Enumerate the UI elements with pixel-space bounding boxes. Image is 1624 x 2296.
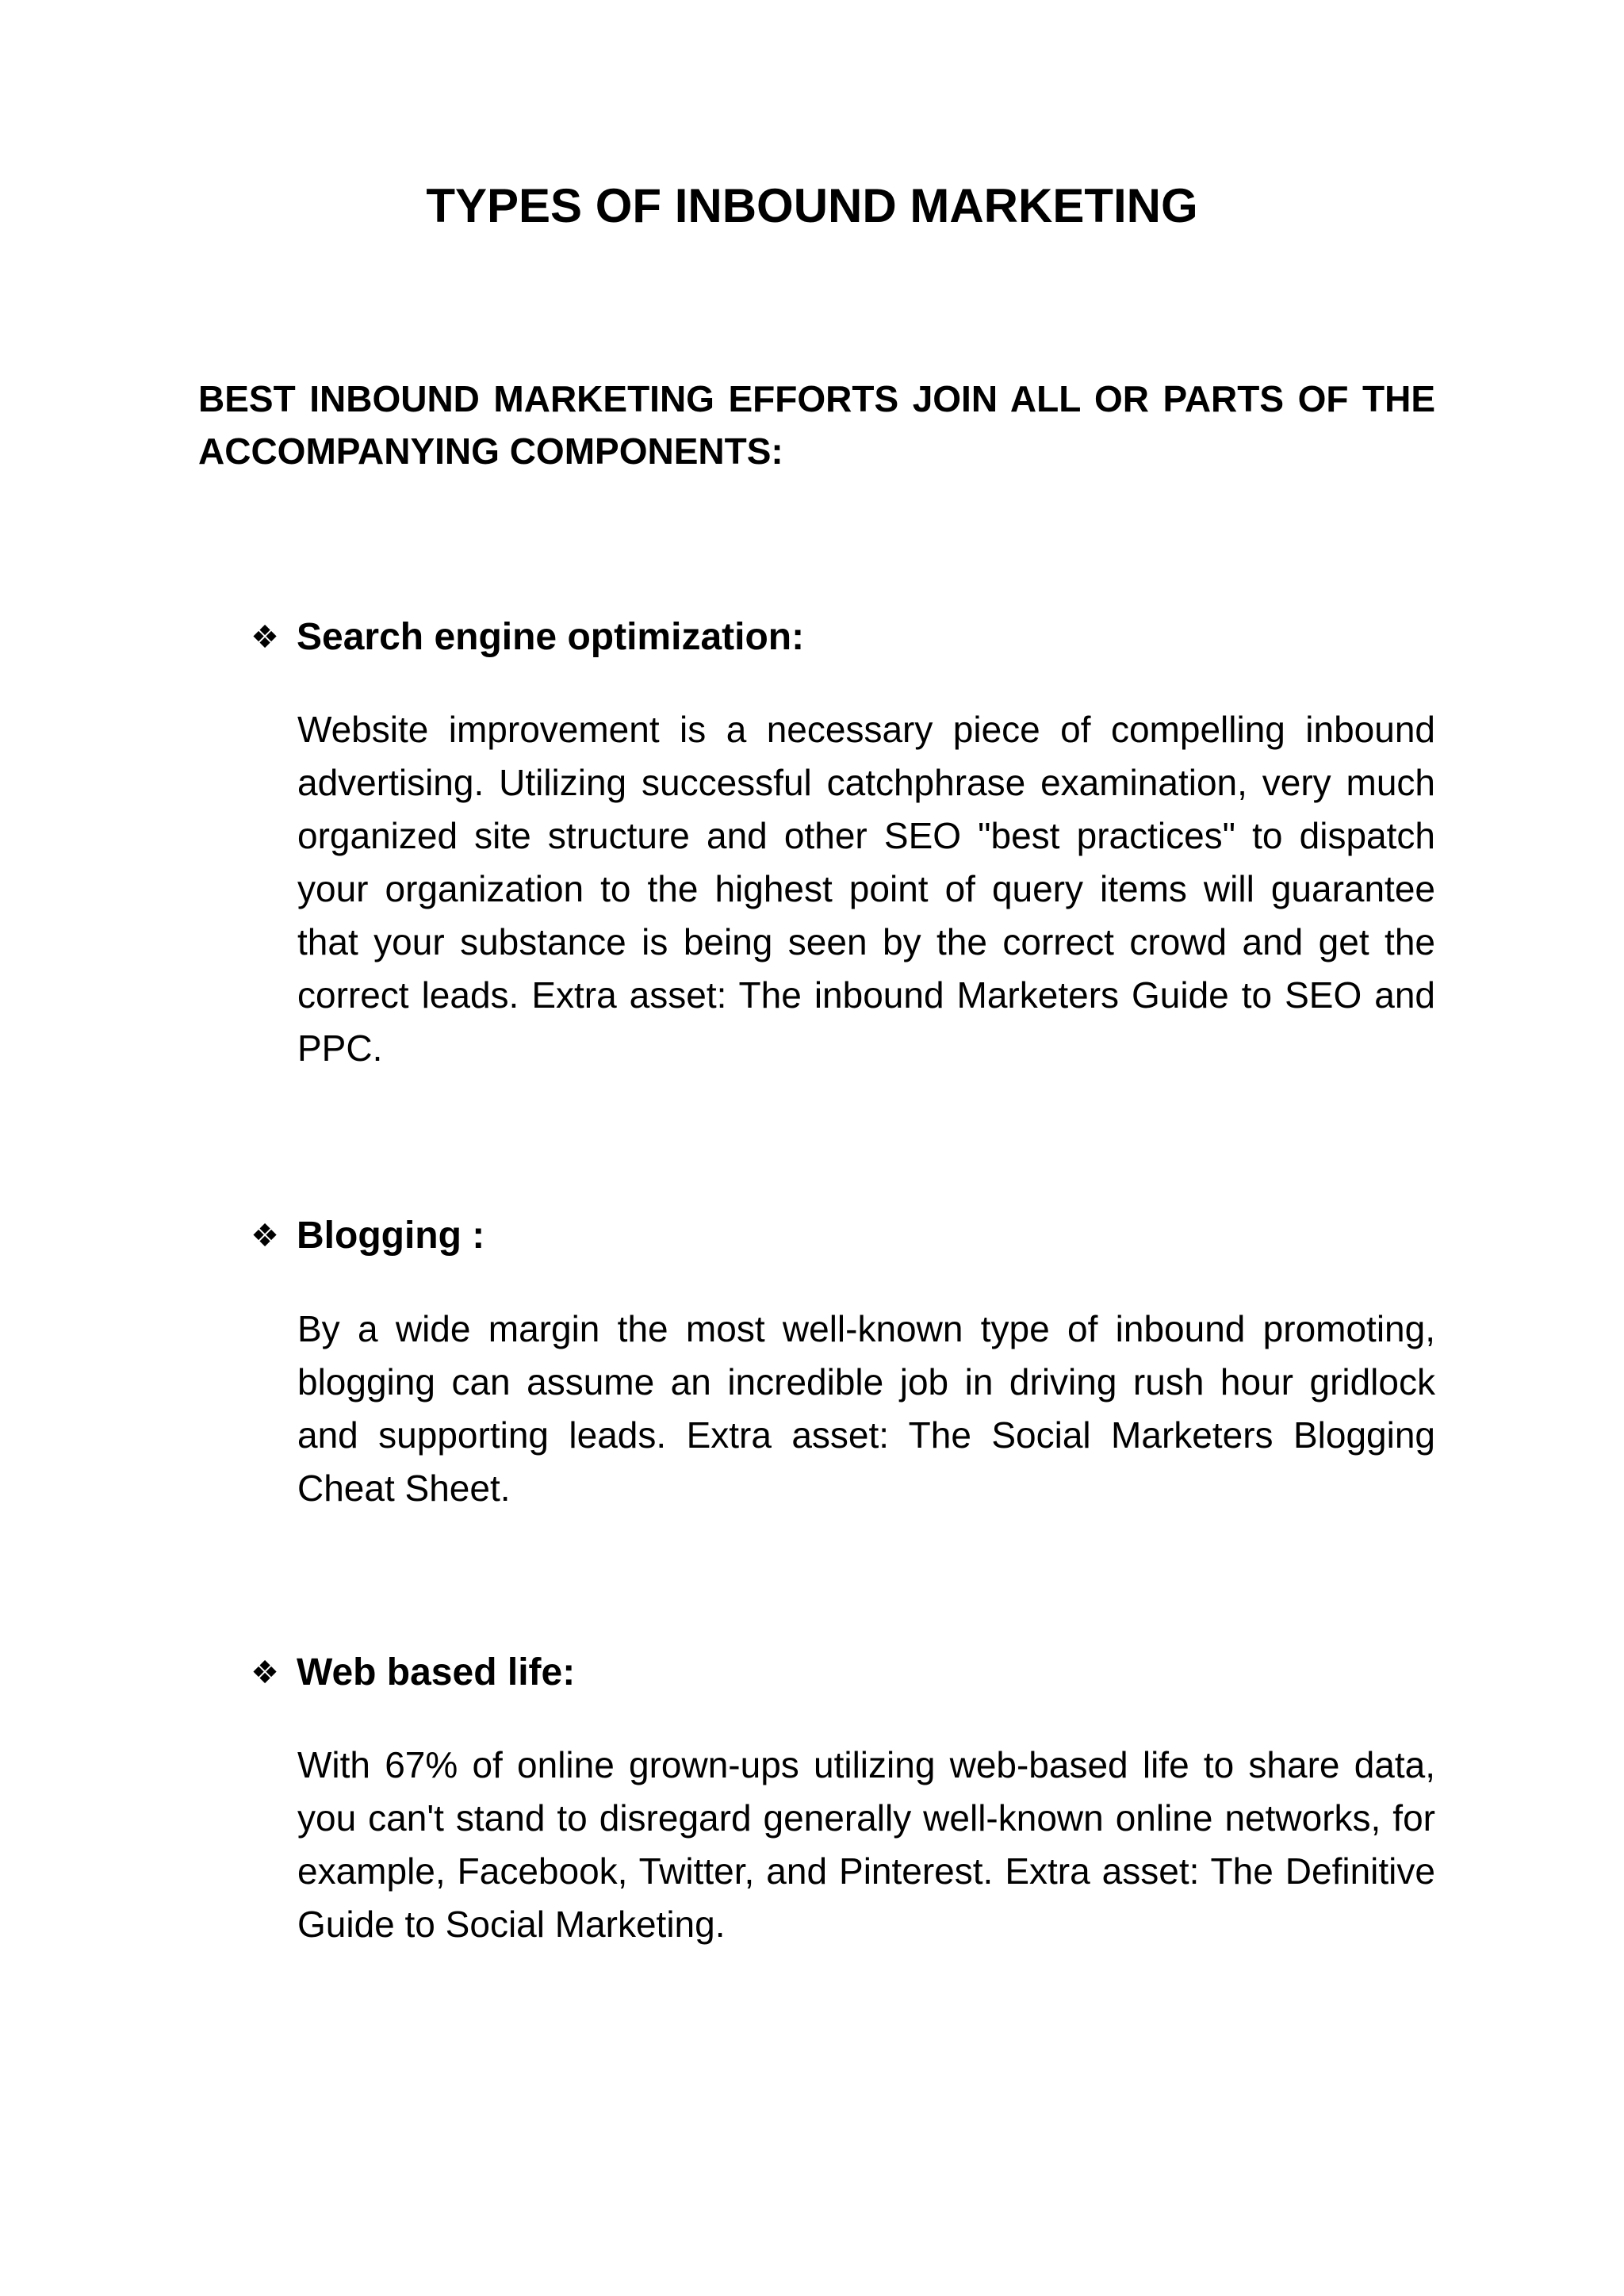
section-heading-label: Web based life: xyxy=(297,1651,576,1693)
diamond-bullet-icon: ❖ xyxy=(251,620,279,655)
intro-heading: BEST INBOUND MARKETING EFFORTS JOIN ALL OR PARTS OF THE ACCOMPANYING COMPONENTS: xyxy=(198,378,1435,472)
section-heading-social xyxy=(246,1647,1435,1698)
section-heading-label: Search engine optimization: xyxy=(297,616,805,658)
section-body-social: With 67% of online grown-ups utilizing web-based life to share data, you can't stand to disregard generally well-known online networks, for example, Facebook, Twitter, and Pinterest. Extra asset: The Definitive Guide to Social Marketing. xyxy=(297,1744,1435,1945)
page-title: TYPES OF INBOUND MARKETING xyxy=(426,179,1198,232)
section-heading-label: Blogging : xyxy=(297,1215,485,1257)
section-body-seo: Website improvement is a necessary piece of compelling inbound advertising. Utilizing successful catchphrase examination, very much organized site structure and other SEO "best practices" to dispatch your organization to the highest point of query items will guarantee that your substance is being seen by the correct crowd and get the correct leads. Extra asset: The inbound Marketers Guide to SEO and PPC. xyxy=(297,709,1435,1069)
diamond-bullet-icon: ❖ xyxy=(251,1655,279,1690)
section-body-blogging: By a wide margin the most well-known type of inbound promoting, blogging can assume an incredible job in driving rush hour gridlock and supporting leads. Extra asset: The Social Marketers Blogging Cheat Sheet. xyxy=(297,1308,1435,1509)
diamond-bullet-icon: ❖ xyxy=(251,1219,279,1253)
section-heading-seo xyxy=(246,612,1435,663)
section-heading-blogging xyxy=(246,1211,1435,1261)
